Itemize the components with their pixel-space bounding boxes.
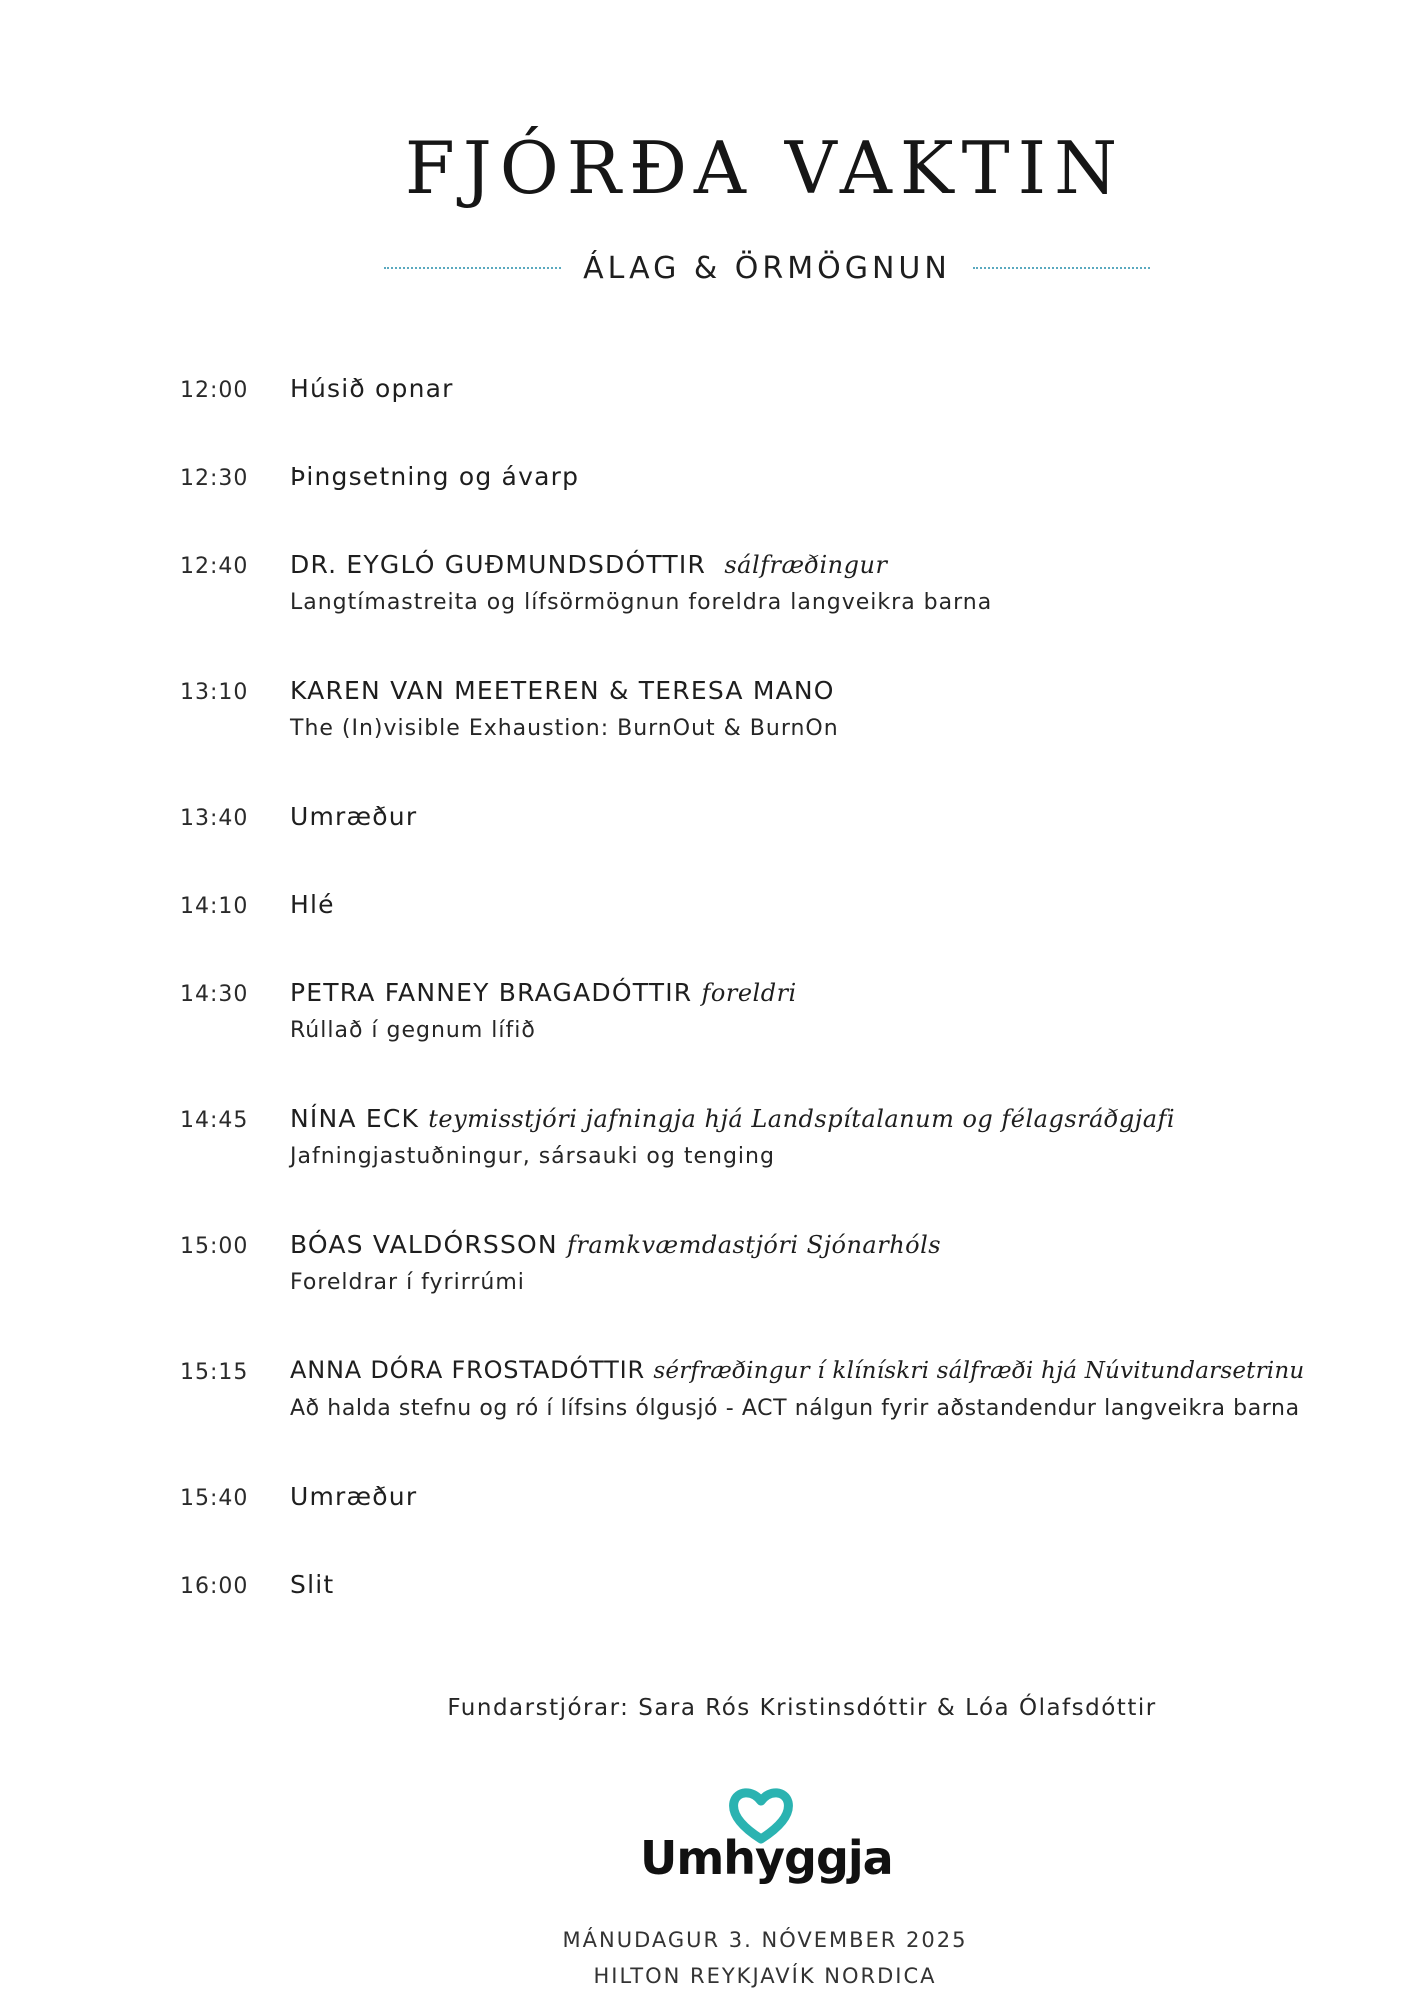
agenda-text: Umræður bbox=[290, 802, 418, 831]
agenda-title bbox=[290, 374, 454, 403]
agenda-title bbox=[290, 890, 335, 919]
speaker-role: sérfræðingur í klínískri sálfræði hjá Núvitundarsetrinu bbox=[653, 1358, 1305, 1384]
speaker-name: DR. EYGLÓ GUÐMUNDSDÓTTIR bbox=[290, 550, 707, 579]
agenda-title bbox=[290, 978, 797, 1007]
page-subtitle: ÁLAG & ÖRMÖGNUN bbox=[583, 250, 951, 286]
agenda-time: 15:00 bbox=[180, 1234, 249, 1259]
agenda-time: 13:10 bbox=[180, 680, 249, 705]
agenda-text: Hlé bbox=[290, 890, 335, 919]
event-venue: HILTON REYKJAVÍK NORDICA bbox=[593, 1964, 937, 1988]
speaker-role: teymisstjóri jafningja hjá Landspítalanum og félagsráðgjafi bbox=[428, 1105, 1176, 1133]
agenda-time: 16:00 bbox=[180, 1574, 249, 1599]
talk-title: The (In)visible Exhaustion: BurnOut & BurnOn bbox=[290, 716, 839, 741]
agenda-time: 14:10 bbox=[180, 894, 249, 919]
agenda-time: 12:30 bbox=[180, 466, 249, 491]
agenda-title bbox=[290, 1356, 1304, 1384]
logo-wordmark: Umhyggja bbox=[640, 1831, 893, 1885]
agenda-text: Húsið opnar bbox=[290, 374, 454, 403]
agenda-title bbox=[290, 1482, 417, 1511]
speaker-name: PETRA FANNEY BRAGADÓTTIR bbox=[290, 978, 693, 1007]
agenda-title bbox=[290, 550, 887, 579]
talk-title: Að halda stefnu og ró í lífsins ólgusjó - ACT nálgun fyrir aðstandendur langveikra barna bbox=[290, 1396, 1300, 1421]
agenda-title bbox=[290, 1570, 334, 1599]
agenda-title bbox=[290, 1230, 941, 1259]
speaker-name: BÓAS VALDÓRSSON bbox=[290, 1230, 558, 1259]
speaker-role: framkvæmdastjóri Sjónarhóls bbox=[566, 1231, 942, 1259]
speaker-role: sálfræðingur bbox=[724, 551, 888, 579]
speaker-name: KAREN VAN MEETEREN & TERESA MANO bbox=[290, 676, 835, 705]
agenda-time: 13:40 bbox=[180, 806, 249, 831]
talk-title: Langtímastreita og lífsörmögnun foreldra langveikra barna bbox=[290, 590, 993, 615]
speaker-name: NÍNA ECK bbox=[290, 1104, 420, 1133]
agenda-title bbox=[290, 802, 417, 831]
logo bbox=[640, 1785, 893, 1905]
agenda-text: Slit bbox=[290, 1570, 335, 1599]
agenda-title bbox=[290, 462, 579, 491]
talk-title: Rúllað í gegnum lífið bbox=[290, 1018, 536, 1043]
agenda-time: 15:15 bbox=[180, 1360, 249, 1385]
agenda-time: 14:45 bbox=[180, 1108, 249, 1133]
agenda-title bbox=[290, 676, 835, 705]
page-title: FJÓRÐA VAKTIN bbox=[404, 126, 1126, 210]
talk-title: Jafningjastuðningur, sársauki og tenging bbox=[290, 1144, 775, 1169]
agenda-title bbox=[290, 1104, 1175, 1133]
agenda-time: 12:40 bbox=[180, 554, 249, 579]
speaker-name: ANNA DÓRA FROSTADÓTTIR bbox=[290, 1356, 645, 1384]
agenda-time: 12:00 bbox=[180, 378, 249, 403]
event-date: MÁNUDAGUR 3. NÓVEMBER 2025 bbox=[562, 1928, 968, 1952]
agenda-time: 15:40 bbox=[180, 1486, 249, 1511]
agenda-text: Umræður bbox=[290, 1482, 418, 1511]
agenda-time: 14:30 bbox=[180, 982, 249, 1007]
agenda-text: Þingsetning og ávarp bbox=[290, 462, 580, 491]
talk-title: Foreldrar í fyrirrúmi bbox=[290, 1270, 525, 1295]
speaker-role: foreldri bbox=[701, 979, 797, 1007]
moderators: Fundarstjórar: Sara Rós Kristinsdóttir & Lóa Ólafsdóttir bbox=[447, 1695, 1157, 1721]
